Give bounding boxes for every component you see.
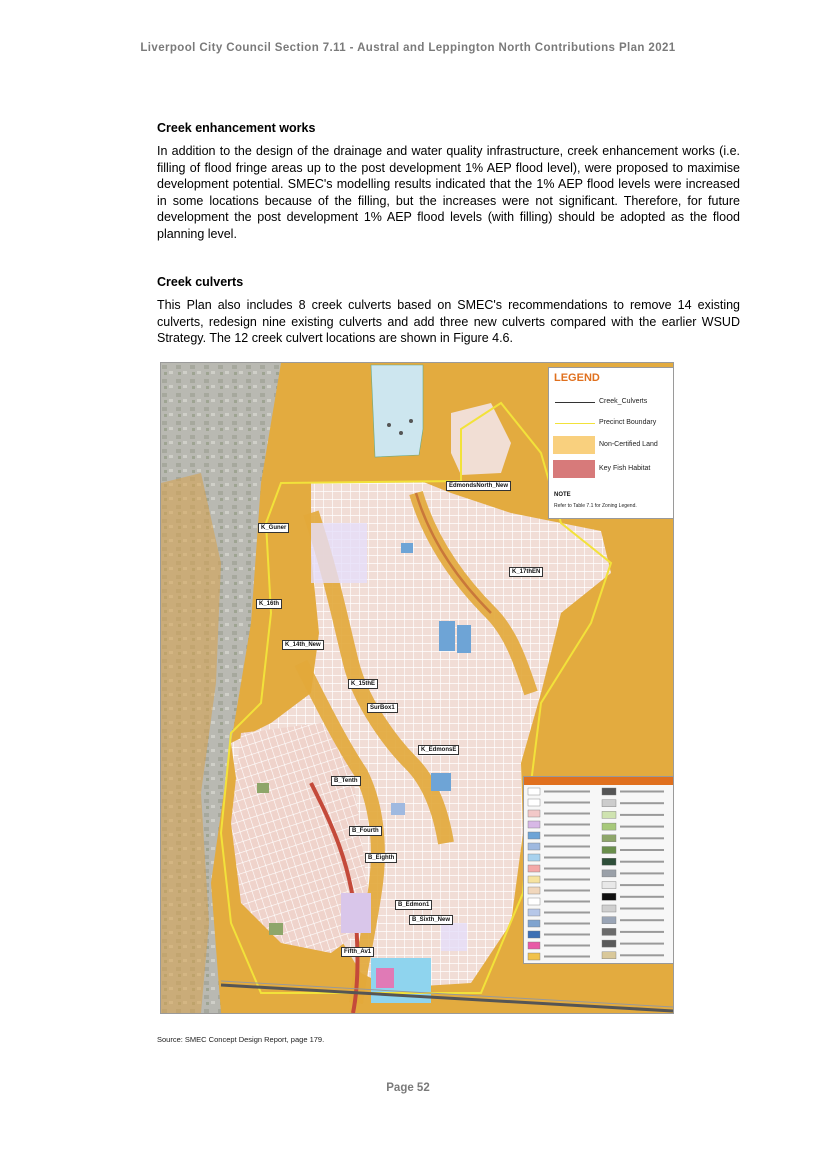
- section-paragraph: In addition to the design of the drainage and water quality infrastructure, creek enhancement works (i.e. filling of flood fringe areas up to the post development 1% AEP flood level), were proposed to maximise development potential. SMEC's modelling results indicated that the 1% AEP flood levels were increased in some locations because of the filling, but the increases were not significant. Therefore, for future development the post development 1% AEP flood levels (with filling) should be adopted as the flood planning level.: [157, 144, 740, 241]
- culvert-label: B_Tenth: [331, 776, 361, 786]
- section-creek-enhancement: [157, 121, 740, 243]
- zoning-swatch: [602, 858, 616, 865]
- zoning-swatch: [602, 788, 616, 795]
- zoning-swatch: [602, 870, 616, 877]
- zoning-text-line: [620, 814, 664, 816]
- culvert-label: B_Eighth: [365, 853, 397, 863]
- zoning-swatch: [528, 854, 540, 861]
- culvert-label: SurBox1: [367, 703, 398, 713]
- zoning-swatch: [528, 788, 540, 795]
- zoning-key-table: [523, 776, 674, 964]
- zoning-text-line: [544, 835, 590, 837]
- page-number: Page 52: [386, 1082, 430, 1094]
- zoning-text-line: [620, 896, 664, 898]
- line-swatch: [555, 423, 595, 424]
- zoning-text-line: [620, 861, 664, 863]
- zoning-text-line: [620, 872, 664, 874]
- zoning-swatch: [528, 865, 540, 872]
- zoning-text-line: [544, 846, 590, 848]
- legend-label: Creek_Culverts: [599, 398, 648, 405]
- zoning-swatch: [528, 832, 540, 839]
- zoning-swatch: [602, 835, 616, 842]
- zoning-swatch: [528, 843, 540, 850]
- fill-swatch: [553, 436, 595, 454]
- section-heading: Creek enhancement works: [157, 121, 316, 135]
- zoning-text-line: [544, 890, 590, 892]
- zoning-text-line: [620, 802, 664, 804]
- running-header: Liverpool City Council Section 7.11 - Austral and Leppington North Contributions Plan 2021: [140, 42, 676, 54]
- zoning-text-line: [544, 868, 590, 870]
- zoning-swatch: [528, 810, 540, 817]
- zoning-swatch: [528, 821, 540, 828]
- zoning-swatch: [528, 799, 540, 806]
- zoning-text-line: [544, 879, 590, 881]
- zoning-swatch: [602, 917, 616, 924]
- zoning-text-line: [544, 791, 590, 793]
- zoning-swatch: [528, 887, 540, 894]
- legend-label: Precinct Boundary: [599, 419, 657, 426]
- zoning-text-line: [620, 931, 664, 933]
- legend-label: Non-Certified Land: [599, 441, 658, 448]
- culvert-label: B_Fourth: [349, 826, 382, 836]
- section-heading: Creek culverts: [157, 275, 244, 289]
- zoning-text-line: [544, 824, 590, 826]
- culvert-location-map: [160, 362, 674, 1014]
- legend-title: LEGEND: [554, 372, 600, 384]
- zoning-swatch: [602, 823, 616, 830]
- zoning-text-line: [544, 912, 590, 914]
- culvert-label: K_Guner: [258, 523, 289, 533]
- zoning-swatch: [528, 931, 540, 938]
- zoning-text-line: [620, 943, 664, 945]
- zoning-text-line: [544, 923, 590, 925]
- zoning-swatch: [528, 898, 540, 905]
- zoning-text-line: [544, 802, 590, 804]
- zoning-text-line: [620, 919, 664, 921]
- culvert-label: K_15thE: [348, 679, 378, 689]
- zoning-swatch: [528, 953, 540, 960]
- zoning-text-line: [620, 826, 664, 828]
- legend-note: Refer to Table 7.1 for Zoning Legend.: [554, 503, 637, 509]
- map-legend: [548, 367, 674, 519]
- zoning-key-graphic: [524, 777, 674, 963]
- reserve-area: [371, 365, 423, 457]
- culvert-label: K_17thEN: [509, 567, 543, 577]
- zoning-text-line: [544, 813, 590, 815]
- zoning-text-line: [544, 901, 590, 903]
- culvert-label: EdmondsNorth_New: [446, 481, 511, 491]
- culvert-label: B_Sixth_New: [409, 915, 453, 925]
- zoning-text-line: [620, 837, 664, 839]
- legend-label: Key Fish Habitat: [599, 465, 651, 472]
- culvert-label: K_14th_New: [282, 640, 324, 650]
- zoning-swatch: [528, 876, 540, 883]
- zoning-swatch: [602, 940, 616, 947]
- zoning-text-line: [620, 954, 664, 956]
- zoning-text-line: [620, 791, 664, 793]
- culvert-label: K_16th: [256, 599, 282, 609]
- section-creek-culverts: [157, 275, 740, 347]
- zoning-swatch: [602, 928, 616, 935]
- zoning-text-line: [544, 934, 590, 936]
- zoning-swatch: [602, 893, 616, 900]
- legend-note-title: NOTE: [554, 492, 571, 498]
- culvert-label: K_EdmonsE: [418, 745, 459, 755]
- zoning-text-line: [620, 908, 664, 910]
- line-swatch: [555, 402, 595, 403]
- zoning-swatch: [602, 905, 616, 912]
- section-paragraph: This Plan also includes 8 creek culverts based on SMEC's recommendations to remove 14 existing culverts, redesign nine existing culverts and add three new culverts compared with the earlier WSUD Strategy. The 12 creek culvert locations are shown in Figure 4.6.: [157, 298, 740, 346]
- figure-source: Source: SMEC Concept Design Report, page 179.: [157, 1035, 325, 1044]
- zoning-swatch: [528, 942, 540, 949]
- zoning-swatch: [602, 800, 616, 807]
- zoning-text-line: [544, 956, 590, 958]
- zoning-swatch: [602, 847, 616, 854]
- zoning-swatch: [528, 920, 540, 927]
- zoning-text-line: [544, 857, 590, 859]
- zoning-swatch: [602, 952, 616, 959]
- zoning-text-line: [620, 849, 664, 851]
- culvert-label: Fifth_Av1: [341, 947, 374, 957]
- zoning-swatch: [602, 811, 616, 818]
- zoning-swatch: [602, 882, 616, 889]
- zoning-text-line: [544, 945, 590, 947]
- zoning-swatch: [528, 909, 540, 916]
- culvert-label: B_Edmon1: [395, 900, 432, 910]
- zoning-text-line: [620, 884, 664, 886]
- fill-swatch: [553, 460, 595, 478]
